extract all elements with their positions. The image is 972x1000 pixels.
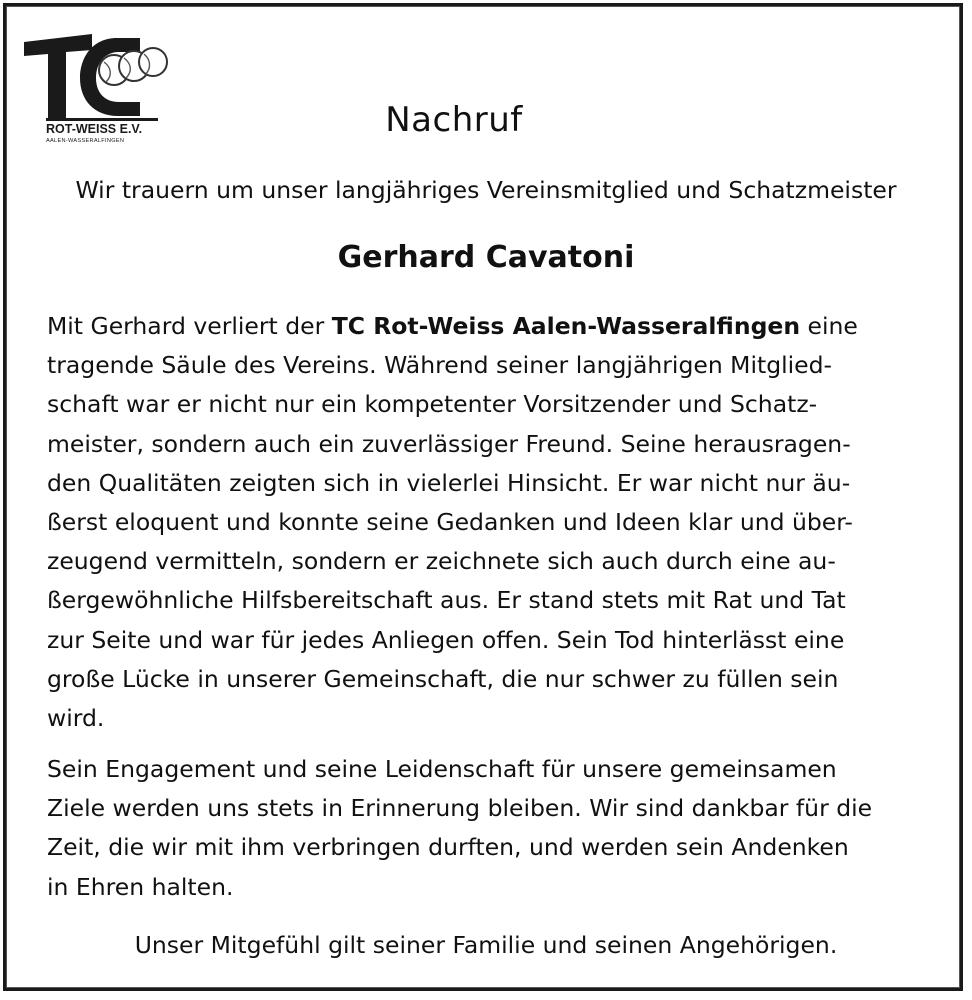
paragraph-line: wird.	[47, 704, 105, 733]
paragraph-main	[47, 307, 927, 738]
paragraph-line: tragende Säule des Vereins. Während seiner langjährigen Mitglied-	[47, 351, 833, 380]
closing-text: Unser Mitgefühl gilt seiner Familie und seinen Angehörigen.	[134, 931, 838, 959]
logo-club-text: ROT-WEISS E.V.	[46, 122, 143, 136]
paragraph-line: meister, sondern auch ein zuverlässiger Freund. Seine herausragen-	[47, 429, 851, 458]
paragraph-line: Ziele werden uns stets in Erinnerung bleiben. Wir sind dankbar für die	[47, 794, 873, 823]
paragraph-line: große Lücke in unserer Gemeinschaft, die nur schwer zu füllen sein	[47, 664, 839, 693]
paragraph-line: Sein Engagement und seine Leidenschaft für unsere gemeinsamen	[47, 755, 837, 783]
club-name: TC Rot-Weiss Aalen-Wasseralfingen	[331, 312, 801, 340]
paragraph-line: ßergewöhnliche Hilfsbereitschaft aus. Er stand stets mit Rat und Tat	[47, 586, 846, 615]
page-title: Nachruf	[385, 100, 523, 140]
deceased-name: Gerhard Cavatoni	[337, 240, 635, 275]
paragraph-line: den Qualitäten zeigten sich in vielerlei Hinsicht. Er war nicht nur äu-	[47, 468, 851, 497]
paragraph-remembrance	[47, 750, 927, 907]
paragraph-line: schaft war er nicht nur ein kompetenter Vorsitzender und Schatz-	[47, 390, 818, 419]
paragraph-line	[47, 307, 927, 346]
paragraph-line: Zeit, die wir mit ihm verbringen durften, und werden sein Andenken	[47, 833, 849, 862]
paragraph-line: zur Seite und war für jedes Anliegen offen. Sein Tod hinterlässt eine	[47, 625, 845, 654]
paragraph-line: zeugend vermitteln, sondern er zeichnete sich auch durch eine au-	[47, 547, 836, 576]
paragraph-line: ßerst eloquent und konnte seine Gedanken und Ideen klar und über-	[47, 508, 853, 537]
line-text: eine	[800, 312, 858, 340]
line-text: Mit Gerhard verliert der	[47, 312, 332, 340]
paragraph-line: in Ehren halten.	[47, 872, 234, 901]
logo-place-text: AALEN-WASSERALFINGEN	[46, 138, 125, 144]
intro-text: Wir trauern um unser langjähriges Vereinsmitglied und Schatzmeister	[75, 176, 897, 204]
